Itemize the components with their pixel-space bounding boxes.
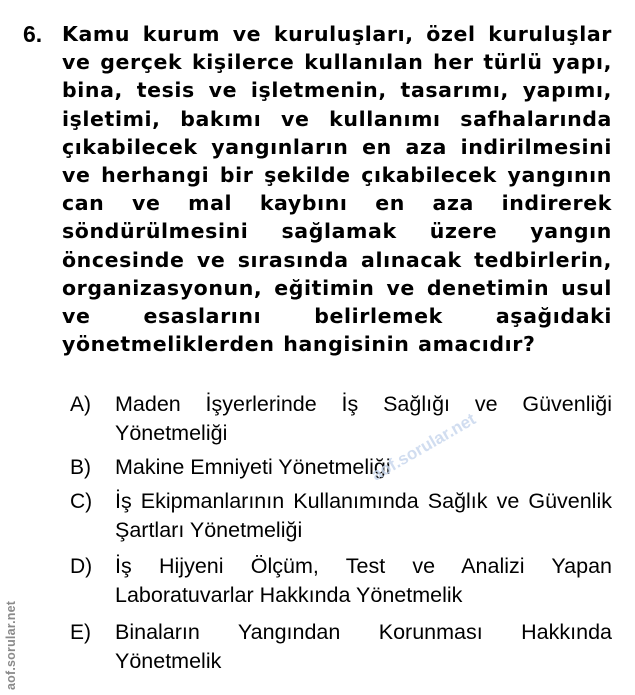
- side-watermark: aof.sorular.net: [4, 600, 18, 690]
- option-b-label: B): [70, 456, 91, 479]
- option-a-text: Maden İşyerlerinde İş Sağlığı ve Güvenliği Yönetmeliği: [115, 392, 612, 445]
- option-d-text: İş Hijyeni Ölçüm, Test ve Analizi Yapan Laboratuvarlar Hakkında Yönetmelik: [115, 554, 612, 607]
- option-e-text: Binaların Yangından Korunması Hakkında Yönetmelik: [115, 620, 612, 673]
- question-stem: Kamu kurum ve kuruluşları, özel kuruluşlar ve gerçek kişilerce kullanılan her türlü yapı, bina, tesis ve işletmenin, tasarımı, yapımı, işletimi, bakımı ve kullanımı safhalarında çıkabilecek yangınların en aza indirilmesini ve herhangi bir şekilde çıkabilecek yangının can ve mal kaybını en aza indirerek söndürülmesini sağlamak üzere yangın öncesinde ve sırasında alınacak tedbirlerin, organizasyonun, eğitimin ve denetimin usul ve esaslarını belirlemek aşağıdaki yönetmeliklerden hangisinin amacıdır?: [62, 22, 612, 357]
- option-a-label: A): [70, 393, 91, 416]
- question-number: 6.: [23, 21, 43, 47]
- option-c-text: İş Ekipmanlarının Kullanımında Sağlık ve Güvenlik Şartları Yönetmeliği: [115, 489, 612, 542]
- option-b-text: Makine Emniyeti Yönetmeliği: [115, 455, 391, 479]
- option-e-label: E): [70, 621, 91, 644]
- option-d-label: D): [70, 555, 93, 578]
- diagonal-watermark: aof.sorular.net: [368, 409, 479, 485]
- option-c-label: C): [70, 490, 93, 513]
